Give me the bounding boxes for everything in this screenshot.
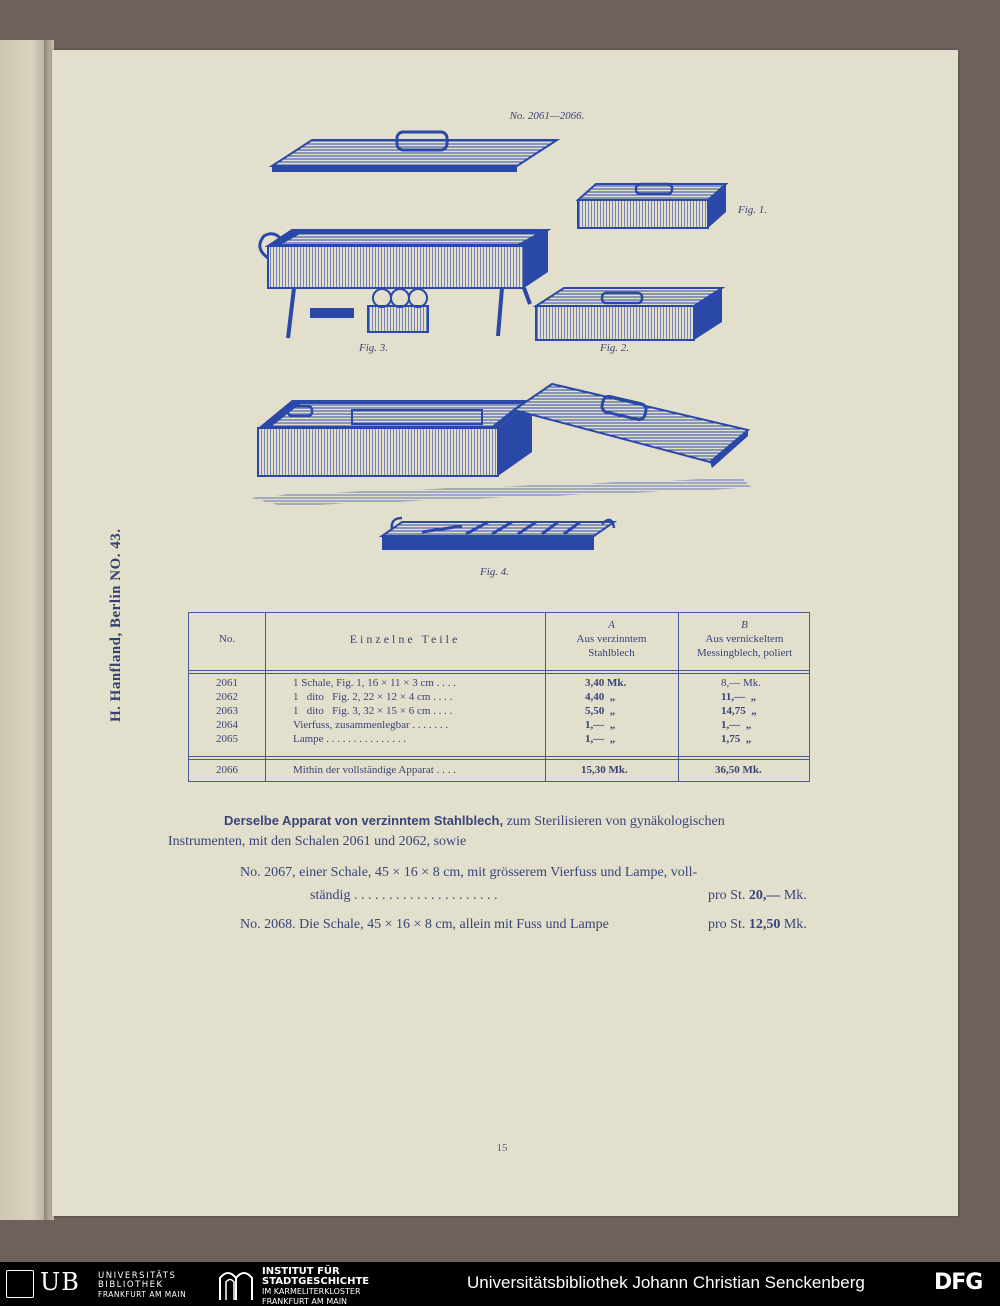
row-price-a: 1,— „ bbox=[585, 719, 616, 731]
table-divider bbox=[189, 670, 809, 671]
header-b-letter: B bbox=[741, 619, 748, 631]
sterilizer-illustration bbox=[252, 128, 772, 598]
ub-logo[interactable]: UB bbox=[40, 1268, 80, 1296]
ub-emblem-icon bbox=[6, 1270, 34, 1298]
isg-line: INSTITUT FÜR bbox=[262, 1266, 340, 1277]
row-desc: 1 Schale, Fig. 1, 16 × 11 × 3 cm . . . . bbox=[293, 677, 456, 689]
footer-bar bbox=[0, 1262, 1000, 1306]
row-desc: 1 dito Fig. 3, 32 × 15 × 6 cm . . . . bbox=[293, 705, 453, 717]
isg-line: FRANKFURT AM MAIN bbox=[262, 1297, 348, 1306]
row-price-b: 11,— „ bbox=[721, 691, 757, 703]
fig3-label: Fig. 3. bbox=[359, 342, 389, 354]
row-price-b: 8,— Mk. bbox=[721, 677, 762, 689]
header-no: No. bbox=[218, 633, 236, 645]
item-2067-line2 bbox=[310, 885, 497, 906]
fig3-pan-drawing bbox=[260, 230, 548, 338]
row-price-b: 1,75 „ bbox=[721, 733, 752, 745]
fig4-tray-drawing bbox=[382, 518, 614, 550]
table-divider bbox=[189, 759, 809, 760]
row-price-b: 14,75 „ bbox=[721, 705, 757, 717]
item-2067-line1: No. 2067, einer Schale, 45 × 16 × 8 cm, mit grösserem Vierfuss und Lampe, voll- bbox=[240, 865, 698, 880]
row-price-a: 1,— „ bbox=[585, 733, 616, 745]
price-prefix: pro St. bbox=[708, 917, 746, 932]
row-no: 2063 bbox=[216, 705, 238, 717]
fig2-box-drawing bbox=[536, 288, 722, 340]
total-no: 2066 bbox=[216, 764, 238, 776]
row-price-a: 5,50 „ bbox=[585, 705, 616, 717]
header-b-line1: Aus vernickeltem bbox=[705, 633, 784, 645]
fig2-label: Fig. 2. bbox=[600, 342, 630, 354]
row-desc: Vierfuss, zusammenlegbar . . . . . . . bbox=[293, 719, 449, 731]
lid-drawing bbox=[272, 132, 557, 172]
fig4-label: Fig. 4. bbox=[480, 566, 510, 578]
isg-line: IM KARMELITERKLOSTER bbox=[262, 1287, 361, 1296]
row-price-a: 4,40 „ bbox=[585, 691, 616, 703]
item-2068-price bbox=[708, 914, 807, 935]
total-desc: Mithin der vollständige Apparat . . . . bbox=[293, 764, 456, 776]
row-no: 2064 bbox=[216, 719, 238, 731]
header-b-line2: Messingblech, poliert bbox=[696, 647, 793, 659]
row-no: 2061 bbox=[216, 677, 238, 689]
price-value: 12,50 bbox=[748, 917, 781, 932]
publisher-imprint: H. Hanfland, Berlin NO. 43. bbox=[108, 528, 124, 722]
ub-line: FRANKFURT AM MAIN bbox=[98, 1290, 187, 1299]
ub-wordmark bbox=[98, 1272, 186, 1299]
price-value: 20,— bbox=[748, 888, 781, 903]
item-2068-line: No. 2068. Die Schale, 45 × 16 × 8 cm, allein mit Fuss und Lampe bbox=[240, 917, 609, 932]
page-number: 15 bbox=[496, 1142, 508, 1154]
library-name[interactable]: Universitätsbibliothek Johann Christian Senckenberg bbox=[467, 1273, 865, 1292]
catalog-page bbox=[52, 50, 958, 1216]
row-no: 2062 bbox=[216, 691, 238, 703]
ub-line: BIBLIOTHEK bbox=[98, 1280, 164, 1290]
price-unit: Mk. bbox=[783, 917, 807, 932]
price-table bbox=[188, 612, 810, 782]
price-prefix: pro St. bbox=[708, 888, 746, 903]
item-2067-price bbox=[708, 885, 807, 906]
header-parts: Einzelne Teile bbox=[349, 632, 461, 646]
table-divider bbox=[189, 673, 809, 674]
intro-paragraph-line2: Instrumenten, mit den Schalen 2061 und 2062, sowie bbox=[168, 834, 467, 849]
isg-arches-icon bbox=[218, 1268, 254, 1300]
table-divider bbox=[189, 756, 809, 757]
intro-rest: zum Sterilisieren von gynäkologischen bbox=[506, 814, 725, 829]
left-page-edge bbox=[0, 40, 46, 1220]
isg-line: STADTGESCHICHTE bbox=[262, 1276, 370, 1287]
row-desc: Lampe . . . . . . . . . . . . . . . bbox=[293, 733, 407, 745]
header-a-letter: A bbox=[608, 619, 615, 631]
dfg-logo[interactable]: DFG bbox=[934, 1270, 983, 1295]
header-a-line2: Stahlblech bbox=[588, 647, 635, 659]
intro-paragraph-line1 bbox=[224, 810, 725, 832]
total-price-a: 15,30 Mk. bbox=[581, 764, 628, 776]
row-price-b: 1,— „ bbox=[721, 719, 752, 731]
isg-wordmark[interactable] bbox=[262, 1267, 369, 1306]
price-unit: Mk. bbox=[783, 888, 807, 903]
fig1-box-drawing bbox=[578, 184, 726, 228]
total-price-b: 36,50 Mk. bbox=[715, 764, 762, 776]
row-desc: 1 dito Fig. 2, 22 × 12 × 4 cm . . . . bbox=[293, 691, 453, 703]
row-no: 2065 bbox=[216, 733, 238, 745]
row-price-a: 3,40 Mk. bbox=[585, 677, 627, 689]
item-2067-dots: ständig . . . . . . . . . . . . . . . . . . . . . bbox=[310, 888, 498, 903]
open-case-drawing bbox=[252, 384, 752, 506]
ub-line: UNIVERSITÄTS bbox=[98, 1271, 177, 1281]
header-a-line1: Aus verzinntem bbox=[576, 633, 647, 645]
fig1-label: Fig. 1. bbox=[738, 204, 768, 216]
figure-caption: No. 2061—2066. bbox=[509, 110, 585, 122]
intro-bold: Derselbe Apparat von verzinntem Stahlblech, bbox=[224, 813, 504, 828]
